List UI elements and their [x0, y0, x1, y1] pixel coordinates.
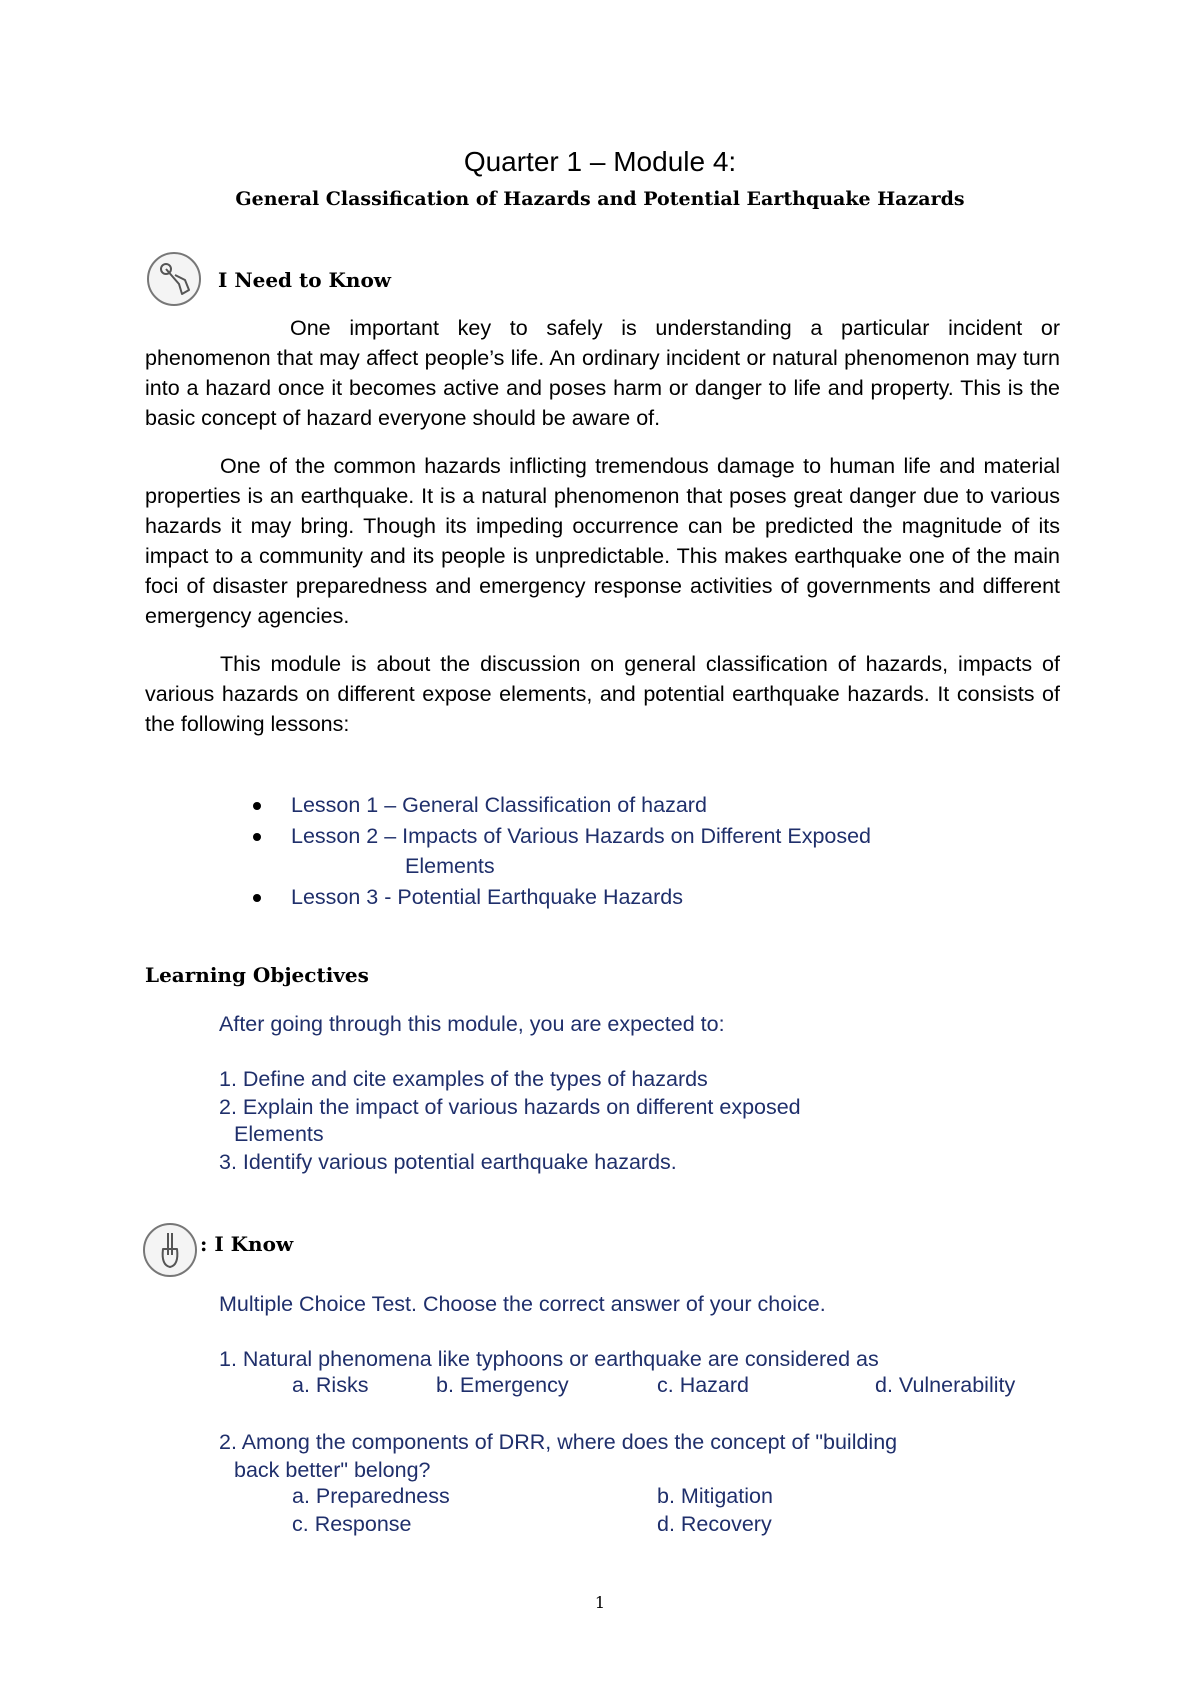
objective-item: 2. Explain the impact of various hazards on different exposed	[219, 1095, 801, 1119]
section-heading-i-know: : I Know	[200, 1232, 294, 1256]
bullet-icon	[253, 894, 261, 902]
list-item-continuation: Elements	[405, 854, 495, 878]
section-heading-objectives: Learning Objectives	[145, 963, 369, 987]
list-item: Lesson 3 - Potential Earthquake Hazards	[250, 882, 1050, 913]
question-2-line-2: back better" belong?	[234, 1458, 431, 1482]
test-instructions: Multiple Choice Test. Choose the correct answer of your choice.	[219, 1292, 826, 1316]
paragraph: This module is about the discussion on general classification of hazards, impacts of various hazards on different expose elements, and potential earthquake hazards. It consists of the following lessons:	[145, 652, 1060, 736]
lesson-list	[250, 790, 1050, 912]
pointing-hand-icon	[143, 1223, 197, 1277]
answer-option: b. Mitigation	[657, 1484, 773, 1508]
answer-option: c. Response	[292, 1512, 412, 1536]
answer-option: b. Emergency	[436, 1373, 569, 1397]
touch-hand-icon	[147, 252, 201, 306]
bullet-icon	[253, 802, 261, 810]
answer-option: a. Risks	[292, 1373, 369, 1397]
bullet-icon	[253, 833, 261, 841]
list-item: Lesson 2 – Impacts of Various Hazards on Different Exposed	[250, 821, 1050, 852]
paragraph: One of the common hazards inflicting tremendous damage to human life and material properties is an earthquake. It is a natural phenomenon that poses great danger due to various hazards it may bring. Though its impeding occurrence can be predicted the magnitude of its impact to a community and its people is unpredictable. This makes earthquake one of the main foci of disaster preparedness and emergency response activities of governments and different emergency agencies.	[145, 454, 1060, 628]
question-2-line-1: 2. Among the components of DRR, where does the concept of "building	[219, 1430, 898, 1454]
objective-item: 3. Identify various potential earthquake hazards.	[219, 1150, 677, 1174]
module-subtitle: General Classification of Hazards and Potential Earthquake Hazards	[235, 188, 965, 210]
answer-option: c. Hazard	[657, 1373, 750, 1397]
list-item: Lesson 1 – General Classification of hazard	[250, 790, 1050, 821]
answer-option: d. Recovery	[657, 1512, 772, 1536]
module-title: Quarter 1 – Module 4:	[463, 146, 737, 177]
objective-item: 1. Define and cite examples of the types of hazards	[219, 1067, 708, 1091]
question-1: 1. Natural phenomena like typhoons or earthquake are considered as	[219, 1347, 879, 1371]
section-heading-need-to-know: I Need to Know	[218, 268, 392, 292]
paragraph: One important key to safely is understanding a particular incident or phenomenon that may affect people’s life. An ordinary incident or natural phenomenon may turn into a hazard once it becomes active and poses harm or danger to life and property. This is the basic concept of hazard everyone should be aware of.	[145, 316, 1060, 430]
intro-paragraphs	[145, 313, 1060, 757]
page-number: 1	[594, 1593, 606, 1612]
objectives-intro: After going through this module, you are expected to:	[219, 1012, 725, 1036]
answer-option: d. Vulnerability	[875, 1373, 1016, 1397]
answer-option: a. Preparedness	[292, 1484, 450, 1508]
objective-item-continuation: Elements	[234, 1122, 324, 1146]
